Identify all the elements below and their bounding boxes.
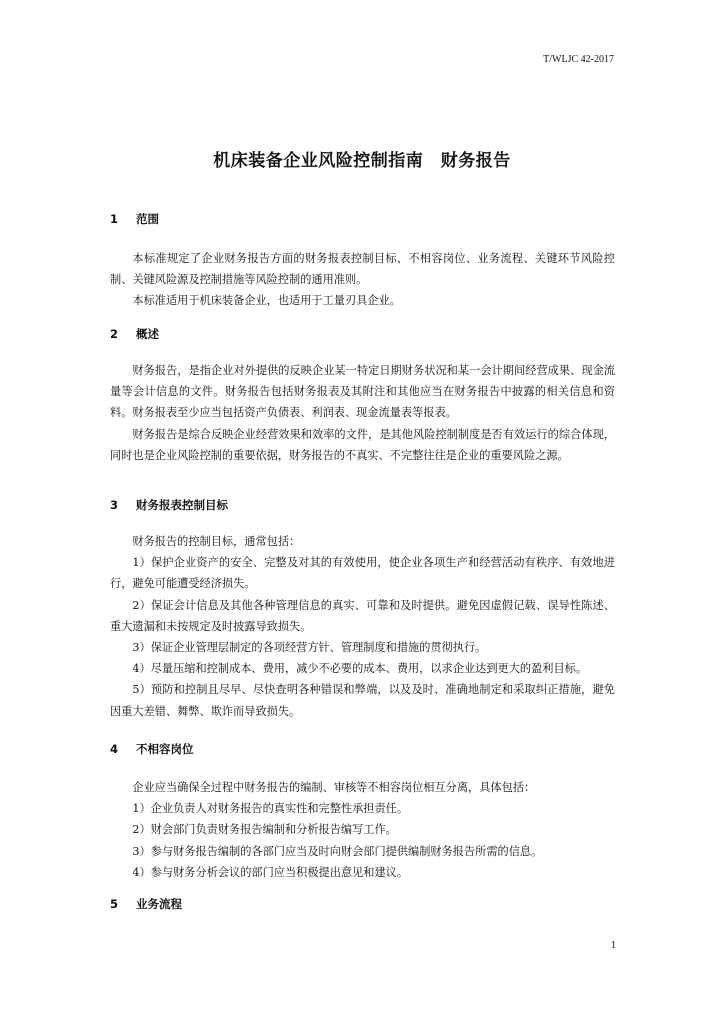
list-item: 2）保证会计信息及其他各种管理信息的真实、可靠和及时提供。避免因虚假记载、误导性陈述、重大遗漏和未按规定及时披露导致损失。	[110, 598, 615, 633]
section-number: 1	[110, 212, 119, 226]
section-4-heading	[110, 741, 194, 757]
section-1-body	[110, 248, 615, 312]
section-2-body	[110, 360, 615, 466]
list-item: 1）保护企业资产的安全、完整及对其的有效使用，使企业各项生产和经营活动有秩序、有效地进行，避免可能遭受经济损失。	[110, 556, 615, 591]
list-item: 3）参与财务报告编制的各部门应当及时向财会部门提供编制财务报告所需的信息。	[132, 844, 543, 858]
section-5-heading	[110, 896, 182, 912]
section-number: 2	[110, 327, 119, 341]
paragraph: 本标准适用于机床装备企业，也适用于工量刃具企业。	[132, 294, 401, 308]
section-4-body	[110, 777, 615, 883]
list-item: 4）尽量压缩和控制成本、费用，减少不必要的成本、费用，以求企业达到更大的盈利目标。	[132, 662, 588, 676]
list-item: 4）参与财务分析会议的部门应当积极提出意见和建议。	[132, 865, 409, 879]
paragraph: 本标准规定了企业财务报告方面的财务报表控制目标、不相容岗位、业务流程、关键环节风险控制、关键风险源及控制措施等风险控制的通用准则。	[110, 252, 615, 287]
paragraph: 财务报告，是指企业对外提供的反映企业某一特定日期财务状况和某一会计期间经营成果、现金流量等会计信息的文件。财务报告包括财务报表及其附注和其他应当在财务报告中披露的相关信息和资料。财务报表至少应当包括资产负债表、利润表、现金流量表等报表。	[110, 364, 615, 420]
section-number: 3	[110, 498, 119, 512]
page-number: 1	[611, 940, 616, 951]
section-3-heading	[110, 497, 228, 513]
list-item: 3）保证企业管理层制定的各项经营方针、管理制度和措施的贯彻执行。	[132, 641, 487, 655]
section-title: 不相容岗位	[136, 742, 194, 756]
section-1-heading	[110, 211, 159, 227]
section-3-body	[110, 531, 615, 722]
list-item: 5）预防和控制且尽早、尽快查明各种错误和弊端，以及及时、准确地制定和采取纠正措施，避免因重大差错、舞弊、欺诈而导致损失。	[110, 683, 615, 718]
section-2-heading	[110, 326, 159, 342]
document-title: 机床装备企业风险控制指南 财务报告	[213, 151, 511, 171]
paragraph: 财务报告的控制目标，通常包括：	[132, 535, 301, 548]
paragraph: 财务报告是综合反映企业经营效果和效率的文件，是其他风险控制制度是否有效运行的综合体现，同时也是企业风险控制的重要依据，财务报告的不真实、不完整往往是企业的重要风险之源。	[110, 427, 615, 462]
paragraph: 企业应当确保全过程中财务报告的编制、审核等不相容岗位相互分离，具体包括：	[132, 781, 536, 794]
section-title: 业务流程	[136, 897, 182, 911]
section-number: 5	[110, 897, 119, 911]
section-title: 概述	[136, 327, 159, 341]
list-item: 1）企业负责人对财务报告的真实性和完整性承担责任。	[132, 802, 409, 816]
list-item: 2）财会部门负责财务报告编制和分析报告编写工作。	[132, 823, 397, 837]
section-number: 4	[110, 742, 119, 756]
section-title: 范围	[136, 212, 159, 226]
standard-number: T/WLJC 42-2017	[543, 54, 614, 65]
section-title: 财务报表控制目标	[136, 498, 228, 512]
